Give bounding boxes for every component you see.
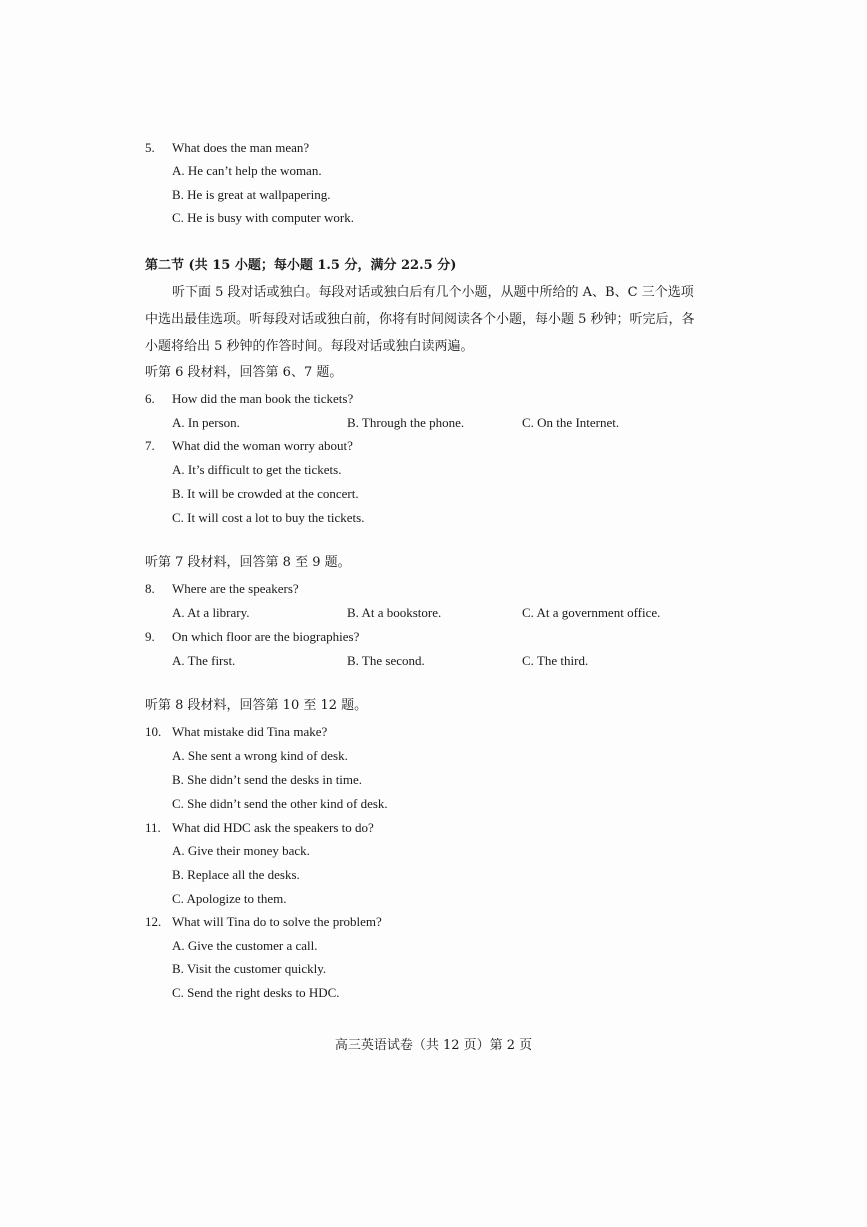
page-footer: 高三英语试卷（共 12 页）第 2 页	[334, 1038, 533, 1053]
material-label: 听第 8 段材料，回答第 10 至 12 题。	[145, 698, 368, 713]
question-number: 8.	[145, 581, 155, 596]
question-number: 10.	[145, 724, 162, 739]
option-b: B. It will be crowded at the concert.	[172, 486, 359, 501]
option-a: A. She sent a wrong kind of desk.	[172, 748, 348, 763]
option-a: A. Give the customer a call.	[172, 938, 318, 953]
option-a: A. In person.	[172, 415, 240, 430]
question-number: 11.	[145, 820, 161, 835]
option-b: B. Replace all the desks.	[172, 867, 300, 882]
option-b: B. Through the phone.	[347, 415, 465, 430]
question-text: What did HDC ask the speakers to do?	[172, 820, 374, 835]
option-c: C. Apologize to them.	[172, 891, 287, 906]
section-heading: 第二节 (共 15 小题；每小题 1.5 分，满分 22.5 分)	[145, 258, 457, 273]
question-number: 9.	[145, 629, 155, 644]
option-b: B. Visit the customer quickly.	[172, 961, 327, 976]
option-b: B. He is great at wallpapering.	[172, 187, 331, 202]
option-b: B. She didn’t send the desks in time.	[172, 772, 363, 787]
question-number: 6.	[145, 391, 155, 406]
option-c: C. The third.	[522, 653, 589, 668]
question-number: 12.	[145, 914, 162, 929]
material-label: 听第 7 段材料，回答第 8 至 9 题。	[145, 555, 351, 570]
question-text: Where are the speakers?	[172, 581, 299, 596]
option-a: A. Give their money back.	[172, 843, 310, 858]
question-text: On which floor are the biographies?	[172, 629, 360, 644]
option-c: C. At a government office.	[522, 605, 661, 620]
option-c: C. Send the right desks to HDC.	[172, 985, 340, 1000]
option-c: C. On the Internet.	[522, 415, 620, 430]
intro-line: 听下面 5 段对话或独白。每段对话或独白后有几个小题，从题中所给的 A、B、C 三个选项	[172, 285, 694, 300]
question-text: What did the woman worry about?	[172, 438, 353, 453]
question-number: 7.	[145, 438, 155, 453]
intro-line: 中选出最佳选项。听每段对话或独白前，你将有时间阅读各个小题，每小题 5 秒钟；听完后，各	[145, 312, 695, 327]
question-text: How did the man book the tickets?	[172, 391, 354, 406]
option-c: C. He is busy with computer work.	[172, 210, 354, 225]
material-label: 听第 6 段材料，回答第 6、7 题。	[145, 365, 343, 380]
option-c: C. She didn’t send the other kind of desk.	[172, 796, 388, 811]
question-text: What does the man mean?	[172, 140, 310, 155]
question-text: What mistake did Tina make?	[172, 724, 328, 739]
option-c: C. It will cost a lot to buy the tickets.	[172, 510, 365, 525]
option-a: A. It’s difficult to get the tickets.	[172, 462, 342, 477]
option-b: B. The second.	[347, 653, 425, 668]
option-b: B. At a bookstore.	[347, 605, 442, 620]
option-a: A. The first.	[172, 653, 236, 668]
question-text: What will Tina do to solve the problem?	[172, 914, 382, 929]
option-a: A. He can’t help the woman.	[172, 163, 322, 178]
intro-line: 小题将给出 5 秒钟的作答时间。每段对话或独白读两遍。	[145, 339, 474, 354]
option-a: A. At a library.	[172, 605, 250, 620]
question-number: 5.	[145, 140, 155, 155]
